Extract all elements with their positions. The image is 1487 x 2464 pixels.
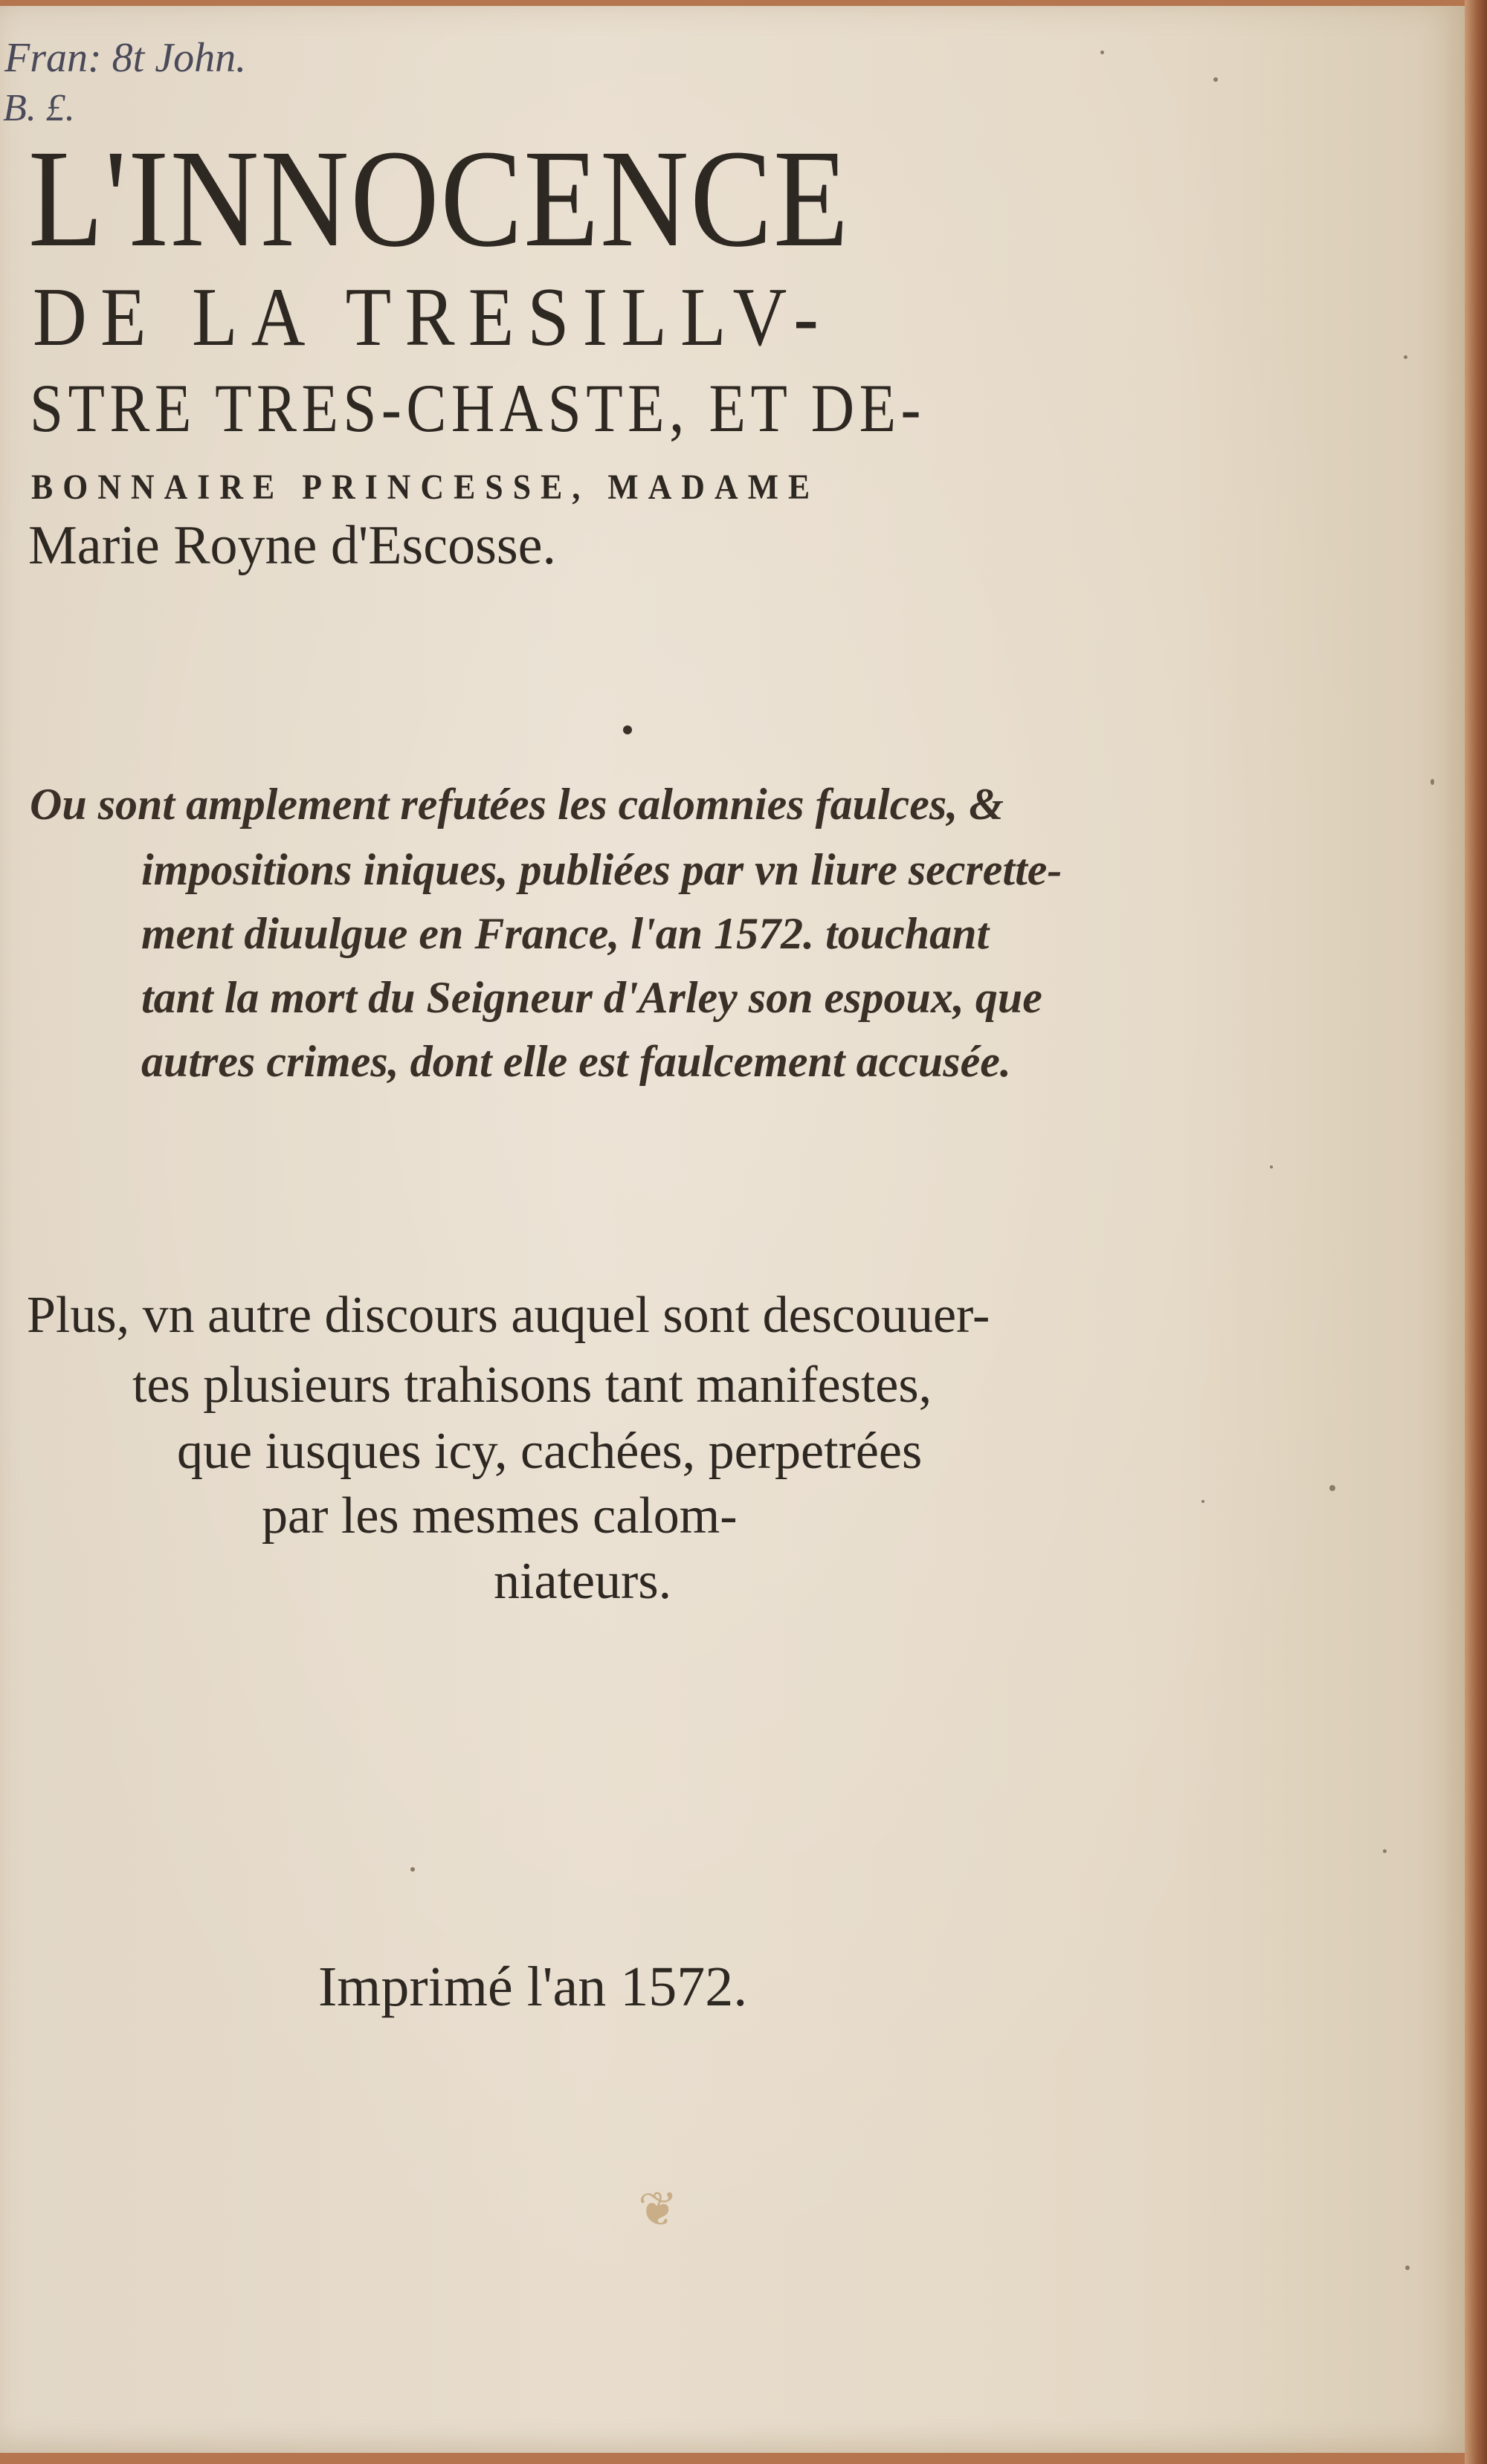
imprint-line: Imprimé l'an 1572. bbox=[318, 1956, 748, 2018]
subtitle-line-3: ment diuulgue en France, l'an 1572. touchant bbox=[141, 909, 990, 958]
title-line-3: STRE TRES-CHASTE, ET DE- bbox=[30, 370, 926, 446]
paper-speck bbox=[1100, 51, 1104, 54]
book-edge bbox=[1465, 0, 1487, 2464]
subtitle-line-4: tant la mort du Seigneur d'Arley son espoux, que bbox=[141, 973, 1042, 1022]
paper-speck bbox=[1213, 77, 1218, 82]
subtitle-line-2: impositions iniques, publiées par vn liure secrette- bbox=[141, 845, 1062, 894]
title-line-2: DE LA TRESILLV- bbox=[33, 271, 832, 363]
ornament-icon: ❦ bbox=[638, 2182, 678, 2237]
paper-speck bbox=[1430, 779, 1434, 785]
discourse-line-2: tes plusieurs trahisons tant manifestes, bbox=[132, 1357, 932, 1414]
subtitle-line-5: autres crimes, dont elle est faulcement accusée. bbox=[141, 1037, 1011, 1086]
paper-speck bbox=[1201, 1500, 1204, 1503]
discourse-line-5: niateurs. bbox=[494, 1553, 672, 1610]
handwritten-annotation-line-1: Fran: 8t John. bbox=[4, 35, 247, 81]
paper-speck bbox=[1404, 355, 1407, 359]
title-page bbox=[0, 6, 1466, 2453]
discourse-line-3: que iusques icy, cachées, perpetrées bbox=[177, 1423, 923, 1480]
paper-speck bbox=[410, 1867, 415, 1872]
paper-speck bbox=[1383, 1849, 1387, 1853]
paper-speck bbox=[1270, 1165, 1273, 1168]
paper-speck bbox=[1405, 2266, 1410, 2270]
paper-speck bbox=[1329, 1485, 1335, 1491]
handwritten-annotation-line-2: B. £. bbox=[3, 87, 75, 129]
title-line-5: Marie Royne d'Escosse. bbox=[28, 515, 557, 576]
discourse-line-4: par les mesmes calom- bbox=[262, 1487, 738, 1545]
title-line-1: L'INNOCENCE bbox=[28, 120, 850, 276]
ink-dot bbox=[623, 725, 632, 734]
discourse-line-1: Plus, vn autre discours auquel sont descouuer- bbox=[27, 1287, 990, 1344]
subtitle-line-1: Ou sont amplement refutées les calomnies faulces, & bbox=[30, 780, 1004, 829]
title-line-4: BONNAIRE PRINCESSE, MADAME bbox=[31, 468, 820, 507]
